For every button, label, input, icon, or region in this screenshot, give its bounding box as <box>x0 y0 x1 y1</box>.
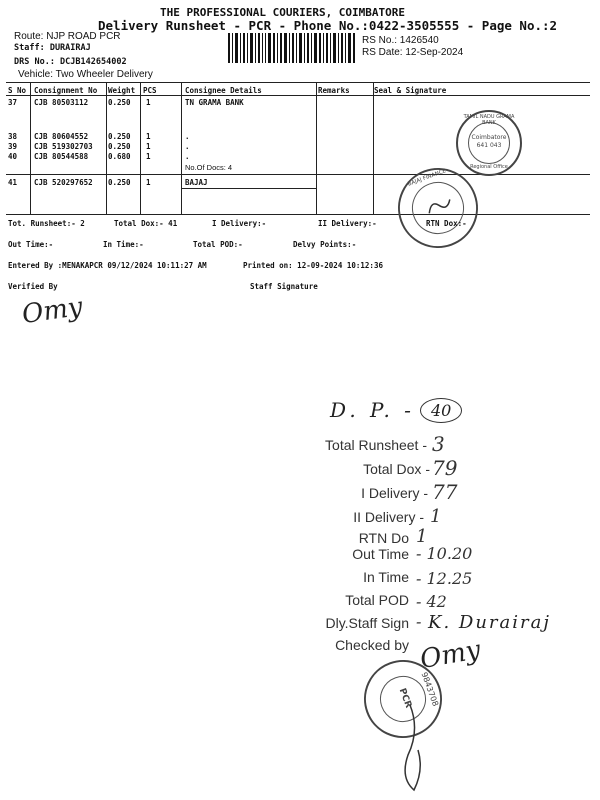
checked-by-initials-handwriting: Omy <box>417 634 483 676</box>
row-sno: 37 <box>8 98 18 107</box>
ii-delivery: II Delivery:- <box>318 219 377 228</box>
staff-signature-label: Staff Signature <box>250 282 318 291</box>
form-label-dly-staff-sign: Dly.Staff Sign <box>325 615 409 631</box>
form-value-out-time: - 10.20 <box>416 544 473 563</box>
row-consignee: BAJAJ <box>185 178 208 187</box>
form-value-i-delivery: 77 <box>432 480 458 504</box>
form-value-rtn-dox: 1 <box>416 526 428 547</box>
form-value-total-runsheet: 3 <box>432 432 445 456</box>
bank-seal-stamp: TAMIL NADU GRAMA BANK Coimbatore 641 043 Regional Office <box>456 110 522 176</box>
row-pcs: 1 <box>146 178 151 187</box>
delvy-points: Delvy Points:- <box>293 240 357 249</box>
form-label-checked-by: Checked by <box>335 637 409 653</box>
form-value-dly-staff-sign: - <box>416 612 422 631</box>
col-divider <box>181 82 182 214</box>
row-pcs: 1 <box>146 132 151 141</box>
row-consignment: CJB 519302703 <box>34 142 93 151</box>
drs-number: DRS No.: DCJB142654002 <box>14 57 127 67</box>
col-divider <box>316 82 317 214</box>
row-sno: 38 <box>8 132 18 141</box>
row-consignment: CJB 80503112 <box>34 98 89 107</box>
out-time: Out Time:- <box>8 240 54 249</box>
verified-initials-handwriting: Omy <box>20 291 85 331</box>
form-label-out-time: Out Time <box>352 546 409 562</box>
table-bottom-rule <box>6 214 590 215</box>
barcode <box>228 33 356 63</box>
total-dox: Total Dox:- 41 <box>114 219 178 228</box>
table-header-rule <box>6 95 590 96</box>
tot-runsheet: Tot. Runsheet:- 2 <box>8 219 85 228</box>
row-consignee: . <box>185 132 190 141</box>
form-value-in-time: - 12.25 <box>416 569 473 588</box>
col-divider <box>373 82 374 214</box>
form-label-total-runsheet: Total Runsheet - <box>325 437 427 453</box>
company-name: THE PROFESSIONAL COURIERS, COIMBATORE <box>160 6 406 19</box>
dp-circled-value: 40 <box>420 398 462 423</box>
row-sno: 40 <box>8 152 18 161</box>
form-label-i-delivery: I Delivery - <box>361 485 428 501</box>
no-of-docs: No.Of Docs: 4 <box>185 163 233 172</box>
entered-by: Entered By :MENAKAPCR 09/12/2024 10:11:27 AM <box>8 261 207 270</box>
pcr-round-stamp: PCR 9843708 <box>353 649 453 749</box>
group-rule <box>6 174 590 175</box>
in-time: In Time:- <box>103 240 144 249</box>
col-header-consignee: Consignee Details <box>185 86 262 95</box>
route-label: Route: NJP ROAD PCR <box>14 31 121 42</box>
row-pcs: 1 <box>146 142 151 151</box>
col-divider <box>106 82 107 214</box>
row-weight: 0.250 <box>108 142 131 151</box>
col-header-consignment: Consignment No <box>34 86 98 95</box>
col-header-remarks: Remarks <box>318 86 350 95</box>
row-weight: 0.680 <box>108 152 131 161</box>
row-weight: 0.250 <box>108 178 131 187</box>
form-label-in-time: In Time <box>363 569 409 585</box>
row-weight: 0.250 <box>108 98 131 107</box>
staff-label: Staff: DURAIRAJ <box>14 43 91 53</box>
row-sno: 39 <box>8 142 18 151</box>
row-pcs: 1 <box>146 98 151 107</box>
row-consignment: CJB 520297652 <box>34 178 93 187</box>
col-header-pcs: PCS <box>143 86 157 95</box>
form-value-total-pod: - 42 <box>416 592 447 611</box>
rs-number: RS No.: 1426540 <box>362 35 439 46</box>
total-pod: Total POD:- <box>193 240 243 249</box>
row-consignment: CJB 80544588 <box>34 152 89 161</box>
staff-sign-handwriting: K. Durairaj <box>428 612 551 633</box>
col-header-weight: Weight <box>108 86 136 95</box>
col-divider <box>140 82 141 214</box>
verified-by-label: Verified By <box>8 282 58 291</box>
row-consignee: TN GRAMA BANK <box>185 98 244 107</box>
row-rule <box>181 188 316 189</box>
row-pcs: 1 <box>146 152 151 161</box>
form-value-total-dox: 79 <box>432 456 458 480</box>
col-divider <box>30 82 31 214</box>
table-top-rule <box>6 82 590 83</box>
row-consignment: CJB 80604552 <box>34 132 89 141</box>
dp-handwriting: D. P. - <box>330 398 415 422</box>
vehicle-label: Vehicle: Two Wheeler Delivery <box>18 69 153 80</box>
signature-scribble <box>380 700 440 795</box>
form-label-rtn-dox: RTN Do <box>358 530 409 546</box>
col-header-seal: Seal & Signature <box>374 86 447 95</box>
rtn-dox: RTN Dox:- <box>426 219 467 228</box>
row-consignee: . <box>185 142 190 151</box>
printed-on: Printed on: 12-09-2024 10:12:36 <box>243 261 383 270</box>
form-value-ii-delivery: 1 <box>430 506 442 527</box>
row-weight: 0.250 <box>108 132 131 141</box>
form-label-total-dox: Total Dox - <box>363 461 430 477</box>
rs-date: RS Date: 12-Sep-2024 <box>362 47 464 58</box>
col-header-sno: S No <box>8 86 27 95</box>
bajaj-seal-stamp: BAJAJ FINANCE <box>387 157 490 260</box>
i-delivery: I Delivery:- <box>212 219 267 228</box>
form-label-ii-delivery: II Delivery - <box>353 509 424 525</box>
row-consignee: . <box>185 152 190 161</box>
form-label-total-pod: Total POD <box>345 592 409 608</box>
runsheet-title: Delivery Runsheet - PCR - Phone No.:0422-3505555 - Page No.:2 <box>98 18 558 33</box>
row-sno: 41 <box>8 178 18 187</box>
